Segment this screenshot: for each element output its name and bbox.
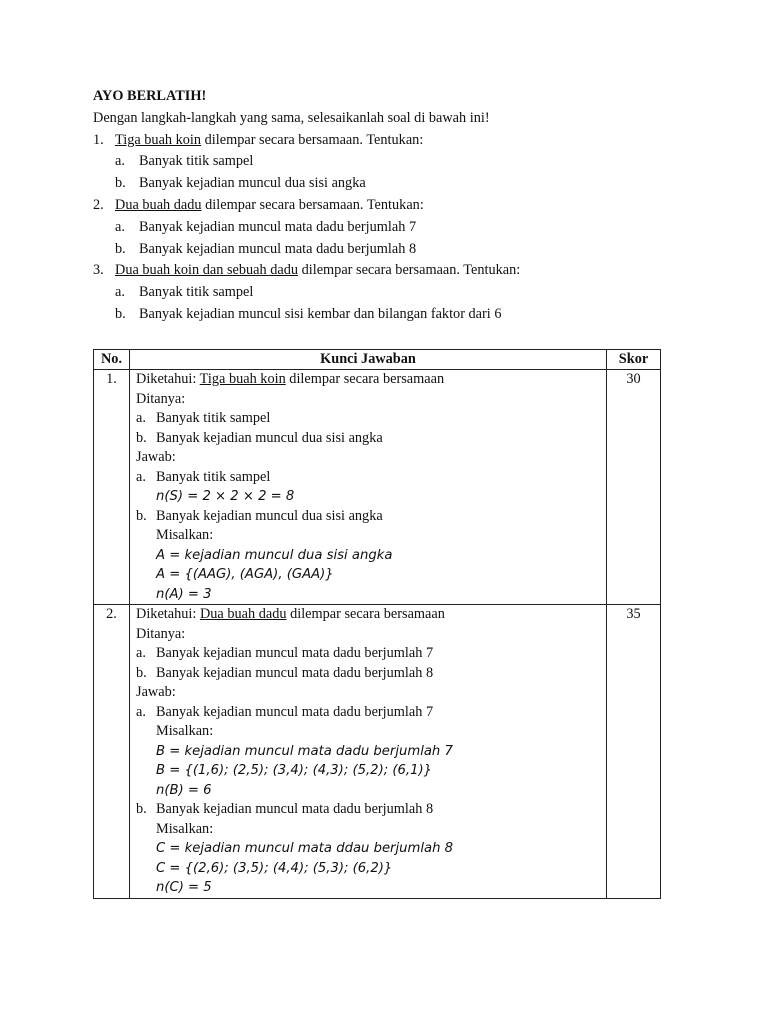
- question-3: [93, 260, 673, 325]
- item-text: Banyak kejadian muncul mata dadu berjumlah 8: [156, 664, 434, 681]
- item-letter: a.: [136, 468, 146, 485]
- diketahui-underlined: Dua buah dadu: [199, 606, 287, 622]
- question-number: 2.: [93, 196, 104, 213]
- table-row: [94, 605, 661, 899]
- item-text: Banyak kejadian muncul mata dadu berjumlah 8: [139, 240, 417, 257]
- question-1: [93, 130, 673, 195]
- jawab-label: Jawab:: [136, 684, 176, 700]
- ditanya-label: Ditanya:: [136, 390, 186, 407]
- item-text: Banyak titik sampel: [156, 410, 271, 426]
- question-underlined: Dua buah koin dan sebuah dadu: [115, 262, 299, 279]
- ditanya-item: [136, 664, 600, 684]
- diketahui-line: [136, 370, 600, 390]
- math-event-count: n(A) = 3: [156, 586, 212, 602]
- misalkan-label: Misalkan:: [156, 527, 214, 543]
- misalkan-label: Misalkan:: [156, 723, 214, 739]
- item-text: Banyak kejadian muncul dua sisi angka: [156, 507, 383, 524]
- math-sample-space: n(S) = 2 × 2 × 2 = 8: [156, 489, 295, 504]
- math-event-set: C = {(2,6); (3,5); (4,4); (5,3); (6,2)}: [156, 860, 393, 876]
- math-event-count: n(C) = 5: [156, 880, 212, 895]
- misalkan-label: Misalkan:: [156, 820, 214, 837]
- ditanya-item: [136, 429, 600, 449]
- question-underlined: Dua buah dadu: [115, 196, 202, 213]
- ditanya-item: [136, 409, 600, 429]
- item-letter: b.: [115, 305, 126, 322]
- math-event-definition: C = kejadian muncul mata ddau berjumlah 8: [156, 841, 454, 856]
- math-event-set: B = {(1,6); (2,5); (3,4); (4,3); (5,2); (6,1)}: [156, 763, 433, 778]
- item-text: Banyak kejadian muncul dua sisi angka: [156, 429, 383, 446]
- item-text: Banyak kejadian muncul mata dadu berjumlah 7: [156, 703, 434, 720]
- item-letter: b.: [136, 801, 147, 817]
- heading: AYO BERLATIH!: [93, 88, 207, 104]
- answer-cell: [130, 370, 607, 605]
- item-letter: a.: [136, 703, 146, 720]
- item-letter: b.: [136, 507, 147, 524]
- jawab-item-b: [136, 800, 600, 820]
- diketahui-line: [136, 605, 600, 625]
- item-text: Banyak titik sampel: [139, 284, 254, 301]
- diketahui-label: Diketahui:: [136, 606, 200, 622]
- question-rest: dilempar secara bersamaan. Tentukan:: [201, 131, 424, 148]
- item-text: Banyak kejadian muncul sisi kembar dan bilangan faktor dari 6: [139, 305, 502, 322]
- jawab-item-a: [136, 468, 600, 488]
- question-text: [115, 130, 423, 152]
- item-text: Banyak kejadian muncul mata dadu berjumlah 7: [139, 218, 417, 235]
- question-underlined: Tiga buah koin: [115, 131, 202, 148]
- item-letter: a.: [115, 218, 125, 235]
- ditanya-item: [136, 644, 600, 664]
- item-letter: a.: [136, 410, 146, 426]
- row-number: 1.: [94, 370, 130, 605]
- question-rest: dilempar secara bersamaan. Tentukan:: [201, 196, 424, 213]
- item-text: Banyak kejadian muncul dua sisi angka: [139, 175, 366, 192]
- diketahui-rest: dilempar secara bersamaan: [285, 371, 445, 387]
- item-letter: b.: [115, 175, 126, 192]
- item-text: Banyak titik sampel: [139, 153, 254, 170]
- answer-cell: [130, 605, 607, 899]
- math-event-set: A = {(AAG), (AGA), (GAA)}: [156, 567, 334, 582]
- question-number: 3.: [93, 262, 104, 279]
- item-text: Banyak kejadian muncul mata dadu berjumlah 8: [156, 801, 434, 817]
- question-rest: dilempar secara bersamaan. Tentukan:: [298, 262, 521, 279]
- header-skor: Skor: [607, 350, 661, 370]
- row-number: 2.: [94, 605, 130, 899]
- math-event-definition: B = kejadian muncul mata dadu berjumlah 7: [156, 743, 453, 759]
- exercise-section: [93, 86, 673, 326]
- table-row: [94, 370, 661, 605]
- question-2: [93, 195, 673, 260]
- diketahui-label: Diketahui:: [136, 371, 200, 387]
- intro-text: Dengan langkah-langkah yang sama, selesaikanlah soal di bawah ini!: [93, 109, 490, 126]
- item-letter: b.: [115, 240, 126, 257]
- item-letter: a.: [115, 284, 125, 301]
- question-text: [115, 260, 520, 282]
- diketahui-rest: dilempar secara bersamaan: [286, 606, 445, 622]
- score-cell: 30: [607, 370, 661, 605]
- score-cell: 35: [607, 605, 661, 899]
- diketahui-underlined: Tiga buah koin: [199, 371, 286, 387]
- item-letter: b.: [136, 664, 147, 681]
- table-header-row: [94, 350, 661, 370]
- item-letter: b.: [136, 429, 147, 446]
- question-number: 1.: [93, 131, 104, 148]
- item-letter: a.: [115, 153, 125, 170]
- item-letter: a.: [136, 645, 146, 661]
- item-text: Banyak titik sampel: [156, 468, 271, 485]
- math-event-count: n(B) = 6: [156, 782, 212, 798]
- jawab-label: Jawab:: [136, 449, 176, 465]
- math-event-definition: A = kejadian muncul dua sisi angka: [156, 547, 393, 563]
- answer-key-table: [93, 349, 661, 899]
- item-text: Banyak kejadian muncul mata dadu berjumlah 7: [156, 645, 434, 661]
- ditanya-label: Ditanya:: [136, 625, 186, 642]
- question-text: [115, 195, 424, 217]
- header-no: No.: [94, 350, 130, 370]
- jawab-item-a: [136, 703, 600, 723]
- jawab-item-b: [136, 507, 600, 527]
- header-kunci-jawaban: Kunci Jawaban: [130, 350, 607, 370]
